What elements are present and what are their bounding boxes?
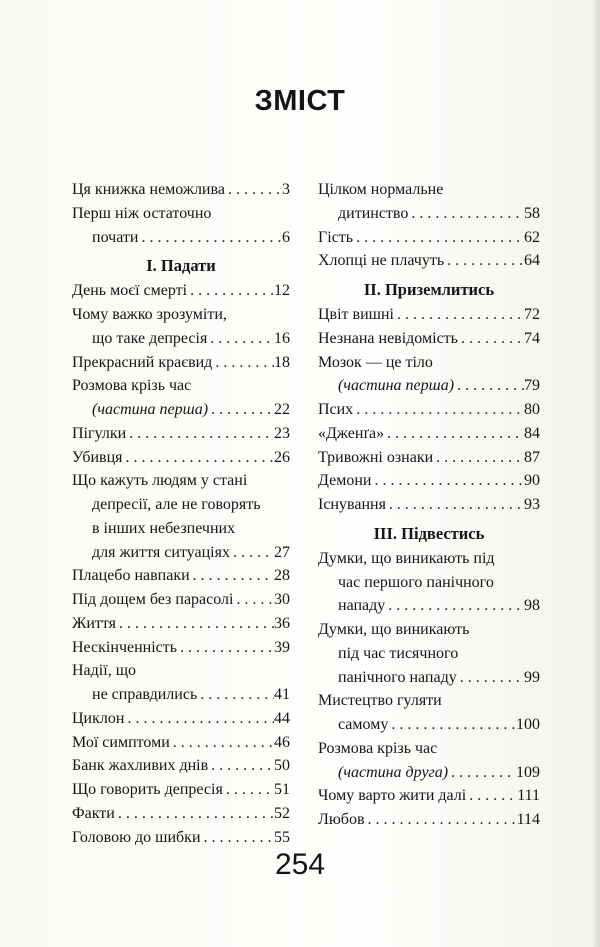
toc-entry[interactable]	[318, 808, 540, 832]
toc-entry-title: Головою до шибки	[72, 828, 201, 846]
toc-entry-title: Розмова крізь час	[318, 739, 438, 757]
toc-entry-line	[318, 226, 540, 250]
dot-leader	[433, 446, 524, 470]
toc-entry-title: Під дощем без парасолі	[72, 591, 234, 608]
toc-entry-title: Факти	[72, 804, 115, 822]
toc-entry[interactable]	[318, 737, 540, 785]
toc-entry-line	[318, 594, 540, 618]
toc-entry-page: 16	[274, 329, 290, 347]
toc-entry-line	[318, 713, 540, 737]
dot-leader	[212, 351, 274, 375]
toc-entry-title: Чому важко зрозуміти,	[72, 306, 227, 323]
toc-entry-page: 46	[274, 733, 290, 751]
toc-entry-page: 99	[524, 668, 540, 686]
toc-entry-page: 18	[274, 353, 290, 371]
toc-entry-title: Прекрасний краєвид	[72, 353, 213, 371]
toc-entry-title: в інших небезпечних	[92, 519, 236, 537]
toc-entry[interactable]	[318, 303, 540, 327]
toc-entry-page: 100	[516, 716, 540, 733]
dot-leader	[116, 612, 274, 636]
toc-entry-title: почати	[92, 228, 139, 246]
toc-entry-line	[318, 249, 540, 273]
toc-entry-title: Хлопці не плачуть	[318, 252, 445, 270]
dot-leader	[385, 594, 524, 618]
toc-entry[interactable]	[72, 303, 290, 351]
dot-leader	[444, 249, 524, 273]
dot-leader	[225, 178, 282, 202]
toc-entry[interactable]	[72, 202, 290, 250]
toc-entry-page: 62	[524, 228, 540, 246]
toc-entry[interactable]	[318, 469, 540, 493]
toc-entry-title: «Дженґа»	[318, 424, 385, 442]
toc-entry-page: 80	[524, 401, 540, 418]
toc-entry[interactable]	[72, 446, 290, 470]
toc-entry-line	[72, 202, 290, 226]
dot-leader	[124, 707, 274, 731]
dot-leader	[458, 327, 524, 351]
toc-entry-line	[318, 761, 540, 785]
toc-entry-page: 3	[282, 181, 290, 198]
toc-entry-page: 84	[524, 424, 540, 442]
toc-entry[interactable]	[72, 636, 290, 660]
toc-entry[interactable]	[72, 351, 290, 375]
toc-entry[interactable]	[318, 226, 540, 250]
toc-entry-line	[72, 493, 290, 517]
toc-entry-page: 72	[524, 306, 540, 323]
toc-entry-line	[318, 351, 540, 375]
toc-entry-line	[318, 618, 540, 642]
toc-entry-title: Цілком нормальне	[318, 181, 444, 198]
toc-entry[interactable]	[72, 826, 290, 850]
toc-entry[interactable]	[318, 327, 540, 351]
toc-entry-title: Ця книжка неможлива	[72, 181, 225, 198]
toc-entry-line	[318, 303, 540, 327]
toc-entry-line	[72, 303, 290, 327]
toc-entry-line	[72, 446, 290, 470]
toc-entry-page: 36	[274, 614, 290, 632]
toc-entry-title: Розмова крізь час	[72, 377, 192, 395]
toc-section-heading: I. Падати	[146, 256, 216, 276]
toc-entry-page: 79	[524, 377, 540, 395]
page-number: 254	[274, 848, 326, 881]
toc-entry-page: 64	[524, 252, 540, 270]
toc-entry-title: Нескінченність	[72, 638, 178, 656]
toc-entry[interactable]	[318, 398, 540, 422]
toc-entry-line	[318, 808, 540, 832]
toc-entry-page: 51	[274, 781, 290, 798]
toc-entry[interactable]	[318, 618, 540, 689]
toc-entry-line	[72, 754, 290, 778]
toc-entry[interactable]	[72, 802, 290, 826]
toc-entry-title: час першого панічного	[338, 573, 494, 591]
toc-entry[interactable]	[72, 588, 290, 612]
toc-entry-page: 58	[524, 204, 540, 222]
toc-entry[interactable]	[72, 374, 290, 422]
toc-entry-line	[72, 422, 290, 446]
toc-entry-title: депресії, але не говорять	[92, 496, 261, 513]
dot-leader	[170, 731, 274, 755]
dot-leader	[448, 761, 516, 785]
toc-entry-line	[72, 564, 290, 588]
dot-leader	[208, 754, 274, 778]
toc-entry-line	[72, 351, 290, 375]
toc-entry-page: 114	[516, 811, 540, 828]
dot-leader	[457, 666, 524, 690]
dot-leader	[207, 327, 274, 351]
toc-entry-line	[318, 737, 540, 761]
toc-entry[interactable]	[318, 351, 540, 399]
toc-entry-title: Думки, що виникають під	[318, 549, 495, 567]
dot-leader	[201, 826, 274, 850]
toc-entry-page: 50	[274, 757, 290, 775]
toc-entry-page: 27	[274, 543, 290, 561]
toc-entry-title: (частина друга)	[338, 763, 449, 781]
toc-entry[interactable]	[72, 707, 290, 731]
toc-entry-title: Надії, що	[72, 662, 137, 680]
toc-entry[interactable]	[318, 178, 540, 226]
toc-entry-page: 23	[274, 424, 290, 442]
toc-entry-line	[318, 327, 540, 351]
dot-leader	[115, 802, 274, 826]
dot-leader	[386, 493, 524, 517]
toc-entry-line	[72, 826, 290, 850]
toc-entry-line	[72, 398, 290, 422]
toc-entry-line	[318, 178, 540, 202]
toc-entry-title: панічного нападу	[338, 668, 457, 686]
toc-entry-title: Мозок — це тіло	[318, 353, 433, 371]
toc-entry-page: 55	[274, 828, 290, 846]
dot-leader	[454, 374, 524, 398]
toc-section-heading: II. Приземлитись	[363, 280, 495, 299]
toc-entry-title: Мої симптоми	[72, 733, 170, 751]
toc-entry-title: Перш ніж остаточно	[72, 204, 212, 222]
toc-entry[interactable]	[318, 422, 540, 446]
toc-entry-title: Цвіт вишні	[318, 306, 394, 323]
toc-entry[interactable]	[72, 659, 290, 707]
toc-entry-line	[318, 422, 540, 446]
toc-entry-page: 98	[524, 597, 540, 615]
toc-entry-line	[72, 469, 290, 493]
toc-entry-line	[72, 612, 290, 636]
toc-entry[interactable]	[72, 778, 290, 802]
dot-leader	[466, 784, 517, 808]
dot-leader	[353, 398, 524, 422]
dot-leader	[365, 808, 517, 832]
toc-entry-title: Мистецтво гуляти	[318, 692, 442, 710]
toc-entry-title: самому	[338, 716, 389, 733]
toc-entry-line	[72, 588, 290, 612]
toc-entry-page: 87	[524, 448, 540, 466]
toc-entry[interactable]	[72, 731, 290, 755]
toc-entry[interactable]	[72, 564, 290, 588]
toc-entry-line	[318, 493, 540, 517]
toc-entry-title: Незнана невідомість	[318, 329, 458, 347]
toc-entry[interactable]	[318, 446, 540, 470]
toc-entry-line	[72, 683, 290, 707]
dot-leader	[408, 202, 524, 226]
toc-entry-page: 41	[274, 686, 290, 703]
toc-entry[interactable]	[72, 612, 290, 636]
dot-leader	[353, 226, 524, 250]
dot-leader	[388, 713, 516, 737]
page-edge	[594, 0, 600, 947]
toc-entry-line	[318, 666, 540, 690]
toc-entry-line	[72, 541, 290, 565]
toc-entry-page: 30	[274, 591, 290, 608]
toc-entry-line	[318, 571, 540, 595]
toc-entry[interactable]	[72, 469, 290, 564]
toc-entry-title: Тривожні ознаки	[318, 448, 434, 466]
toc-entry[interactable]	[72, 422, 290, 446]
toc-entry-title: Плацебо навпаки	[72, 567, 190, 585]
toc-entry-title: Циклон	[72, 709, 125, 727]
toc-entry-page: 22	[274, 401, 290, 418]
toc-entry-page: 109	[516, 763, 540, 781]
toc-entry-title: (частина перша)	[92, 401, 209, 418]
toc-entry-page: 12	[274, 282, 290, 300]
toc-left-column	[72, 178, 290, 849]
dot-leader	[384, 422, 524, 446]
toc-entry-line	[318, 398, 540, 422]
toc-entry-line	[318, 202, 540, 226]
toc-entry[interactable]	[318, 249, 540, 273]
toc-entry-title: нападу	[338, 597, 386, 615]
toc-entry-page: 111	[517, 787, 540, 805]
dot-leader	[126, 422, 274, 446]
toc-entry-title: Демони	[318, 472, 372, 490]
dot-leader	[177, 636, 274, 660]
toc-entry-line	[72, 374, 290, 398]
toc-entry-title: Життя	[72, 614, 117, 632]
toc-entry-title: Псих	[318, 401, 354, 418]
toc-entry-page: 52	[274, 804, 290, 822]
toc-entry-line	[318, 642, 540, 666]
toc-entry-page: 44	[274, 709, 290, 727]
toc-entry-line	[72, 707, 290, 731]
dot-leader	[190, 564, 274, 588]
toc-entry[interactable]	[72, 279, 290, 303]
toc-entry-title: (частина перша)	[338, 377, 455, 395]
toc-entry-line	[318, 469, 540, 493]
dot-leader	[123, 446, 275, 470]
toc-entry-title: під час тисячного	[338, 644, 459, 662]
toc-entry-title: Убивця	[72, 448, 123, 466]
toc-section-heading: III. Підвестись	[373, 523, 485, 543]
toc-entry-page: 90	[524, 472, 540, 490]
toc-entry-line	[72, 731, 290, 755]
dot-leader	[208, 398, 274, 422]
dot-leader	[138, 226, 282, 250]
dot-leader	[230, 541, 274, 565]
toc-entry[interactable]	[318, 493, 540, 517]
toc-entry-line	[318, 689, 540, 713]
toc-entry-title: Що говорить депресія	[72, 781, 223, 798]
toc-entry-page: 28	[274, 567, 290, 585]
toc-entry[interactable]	[72, 178, 290, 202]
toc-entry-title: Що кажуть людям у стані	[72, 472, 248, 490]
toc-entry-title: Любов	[318, 811, 365, 828]
toc-entry-page: 93	[524, 496, 540, 513]
dot-leader	[197, 683, 274, 707]
toc-entry-line	[72, 327, 290, 351]
toc-entry-line	[318, 374, 540, 398]
toc-entry-title: Гість	[318, 228, 354, 246]
toc-entry-title: Банк жахливих днів	[72, 757, 209, 775]
toc-entry-line	[318, 446, 540, 470]
dot-leader	[394, 303, 524, 327]
toc-entry[interactable]	[318, 547, 540, 618]
toc-entry[interactable]	[318, 689, 540, 737]
toc-entry-line	[72, 778, 290, 802]
toc-entry-page: 39	[274, 638, 290, 656]
toc-right-column	[318, 178, 540, 832]
toc-entry-line	[72, 279, 290, 303]
dot-leader	[371, 469, 524, 493]
toc-entry-page: 6	[282, 228, 290, 246]
toc-entry-line	[72, 517, 290, 541]
toc-entry-page: 74	[524, 329, 540, 347]
toc-entry-line	[72, 659, 290, 683]
toc-entry[interactable]	[72, 754, 290, 778]
toc-entry-title: Чому варто жити далі	[318, 787, 467, 805]
page-title: ЗМІСТ	[254, 85, 346, 117]
toc-entry-title: що таке депресія	[92, 329, 208, 347]
toc-entry-line	[72, 226, 290, 250]
toc-entry-title: для життя ситуаціях	[92, 543, 230, 561]
toc-entry-title: День моєї смерті	[72, 282, 188, 300]
dot-leader	[233, 588, 274, 612]
toc-entry-line	[318, 784, 540, 808]
toc-entry-line	[72, 178, 290, 202]
dot-leader	[223, 778, 274, 802]
toc-entry-line	[318, 547, 540, 571]
dot-leader	[187, 279, 274, 303]
toc-entry-line	[72, 636, 290, 660]
toc-entry-title: дитинство	[338, 204, 409, 222]
toc-entry[interactable]	[318, 784, 540, 808]
toc-entry-page: 26	[274, 448, 290, 466]
toc-entry-title: Пігулки	[72, 424, 127, 442]
toc-entry-line	[72, 802, 290, 826]
toc-entry-title: Думки, що виникають	[318, 621, 470, 638]
toc-entry-title: не справдились	[92, 686, 198, 703]
toc-entry-title: Існування	[318, 496, 386, 513]
